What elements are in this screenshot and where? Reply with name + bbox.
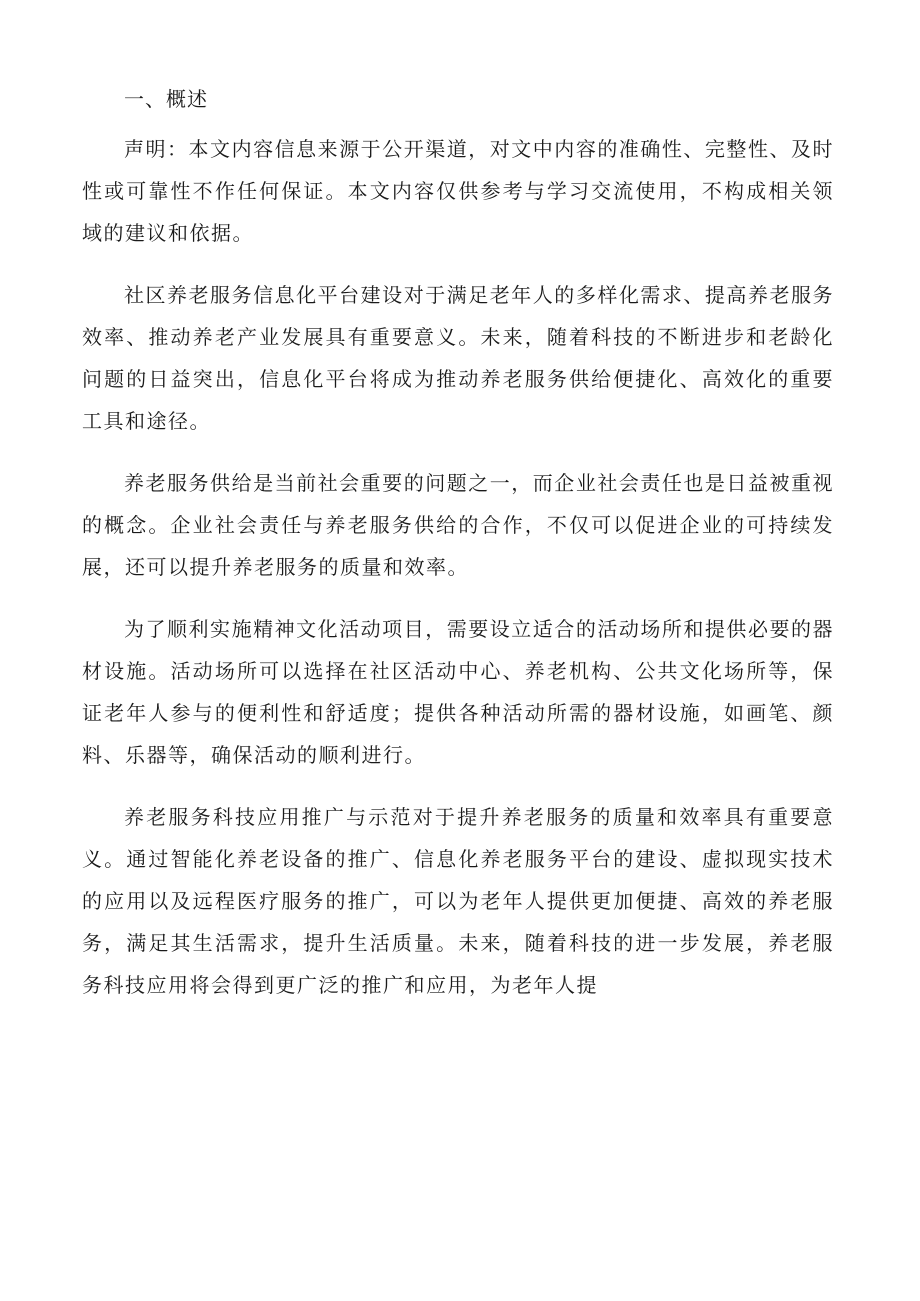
body-paragraph-activities: 为了顺利实施精神文化活动项目，需要设立适合的活动场所和提供必要的器材设施。活动场所可以选择在社区活动中心、养老机构、公共文化场所等，保证老年人参与的便利性和舒适度；提供各种活动所需的器材设施，如画笔、颜料、乐器等，确保活动的顺利进行。 [82, 617, 834, 767]
disclaimer-paragraph: 声明：本文内容信息来源于公开渠道，对文中内容的准确性、完整性、及时性或可靠性不作任何保证。本文内容仅供参考与学习交流使用，不构成相关领域的建议和依据。 [82, 137, 834, 245]
body-paragraph-platform: 社区养老服务信息化平台建设对于满足老年人的多样化需求、提高养老服务效率、推动养老产业发展具有重要意义。未来，随着科技的不断进步和老龄化问题的日益突出，信息化平台将成为推动养老服务供给便捷化、高效化的重要工具和途径。 [82, 283, 834, 433]
body-paragraph-technology: 养老服务科技应用推广与示范对于提升养老服务的质量和效率具有重要意义。通过智能化养老设备的推广、信息化养老服务平台的建设、虚拟现实技术的应用以及远程医疗服务的推广，可以为老年人提供更加便捷、高效的养老服务，满足其生活需求，提升生活质量。未来，随着科技的进一步发展，养老服务科技应用将会得到更广泛的推广和应用，为老年人提 [82, 805, 834, 997]
document-page [82, 78, 834, 1026]
body-paragraph-csr: 养老服务供给是当前社会重要的问题之一，而企业社会责任也是日益被重视的概念。企业社会责任与养老服务供给的合作，不仅可以促进企业的可持续发展，还可以提升养老服务的质量和效率。 [82, 471, 834, 579]
section-heading: 一、概述 [124, 87, 208, 111]
